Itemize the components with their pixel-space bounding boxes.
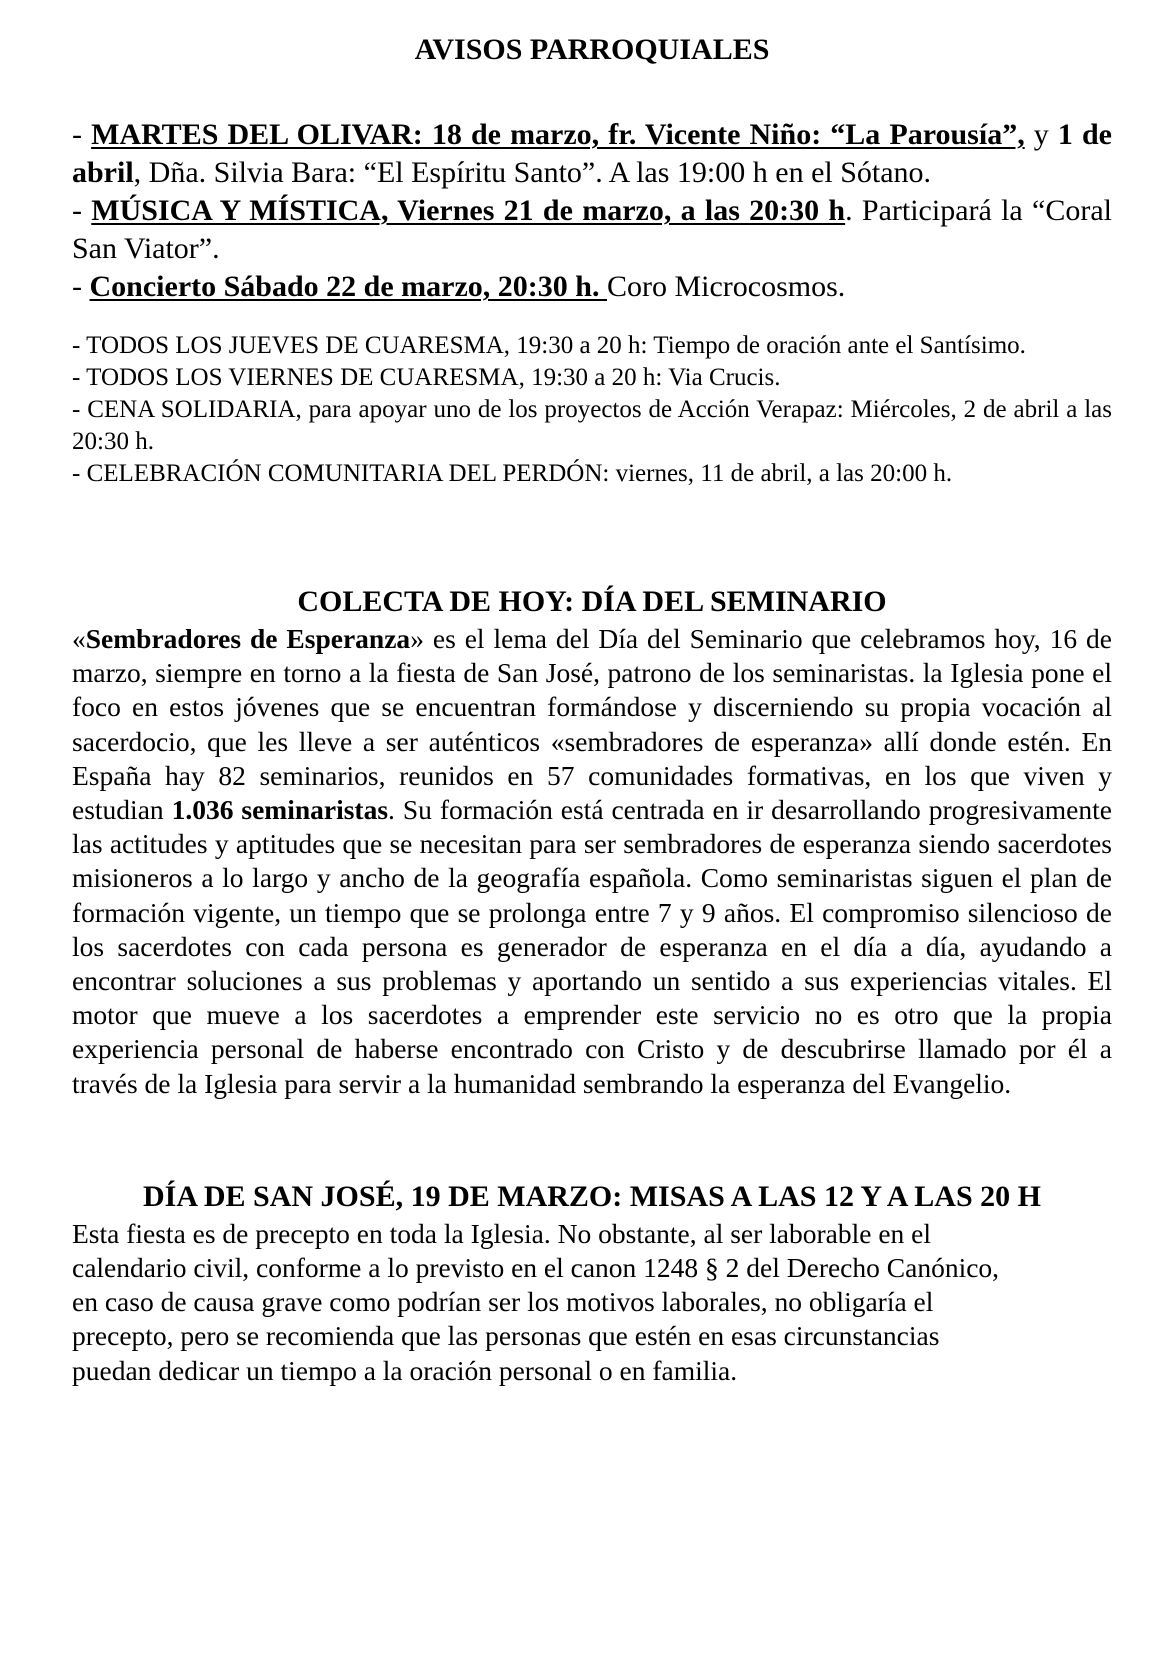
- paragraph-line: Esta fiesta es de precepto en toda la Iglesia. No obstante, al ser laborable en el: [72, 1217, 932, 1249]
- paragraph-line: precepto, pero se recomienda que las personas que estén en esas circunstancias: [72, 1320, 940, 1352]
- seminario-motto: Sembradores de Esperanza: [85, 623, 411, 654]
- seminario-paragraph: «Sembradores de Esperanza» es el lema del Día del Seminario que celebramos hoy, 16 de marzo, siempre en torno a la fiesta de San José, patrono de los seminaristas. la Iglesia pone el foco en estos jóvenes que se encuentran formándose y discerniendo su propia vocación al sacerdocio, que les lleve a ser auténticos «sembradores de esperanza» allí donde estén. En España hay 82 seminarios, reunidos en 57 comunidades formativas, en los que viven y estudian 1.036 seminaristas. Su formación está centrada en ir desarrollando progresivamente las actitudes y aptitudes que se necesitan para ser sembradores de esperanza siendo sacerdotes misioneros a lo largo y ancho de la geografía española. Como seminaristas siguen el plan de formación vigente, un tiempo que se prolonga entre 7 y 9 años. El compromiso silencioso de los sacerdotes con cada persona es generador de esperanza en el día a día, ayudando a encontrar soluciones a sus problemas y aportando un sentido a sus experiencias vitales. El motor que mueve a los sacerdotes a emprender este servicio no es otro que la propia experiencia personal de haberse encontrado con Cristo y de descubrirse llamado por él a través de la Iglesia para servir a la humanidad sembrando la esperanza del Evangelio.: [72, 623, 1112, 1099]
- san-jose-heading: DÍA DE SAN JOSÉ, 19 DE MARZO: MISAS A LAS 12 Y A LAS 20 H: [143, 1179, 1041, 1213]
- seminarians-count: 1.036 seminaristas: [171, 794, 389, 826]
- announcement-concierto: - Concierto Sábado 22 de marzo, 20:30 h. Coro Microcosmos.: [72, 270, 846, 303]
- april-date: 1 de abril: [72, 118, 1112, 189]
- list-item: - TODOS LOS JUEVES DE CUARESMA, 19:30 a 20 h: Tiempo de oración ante el Santísimo.: [72, 332, 1026, 359]
- list-item: - CENA SOLIDARIA, para apoyar uno de los proyectos de Acción Verapaz: Miércoles, 2 de abril a las 20:30 h.: [72, 396, 1112, 455]
- announcement-musica-mistica: - MÚSICA Y MÍSTICA, Viernes 21 de marzo, a las 20:30 h. Participará la “Coral San Viator”.: [72, 194, 1112, 265]
- martes-olivar-title: MARTES DEL OLIVAR: 18 de marzo, fr. Vicente Niño: “La Parousía”,: [91, 118, 1025, 151]
- list-item: - CELEBRACIÓN COMUNITARIA DEL PERDÓN: viernes, 11 de abril, a las 20:00 h.: [72, 460, 953, 487]
- musica-mistica-title: MÚSICA Y MÍSTICA, Viernes 21 de marzo, a las 20:30 h: [91, 194, 846, 227]
- seminario-heading: COLECTA DE HOY: DÍA DEL SEMINARIO: [297, 585, 887, 618]
- paragraph-line: puedan dedicar un tiempo a la oración personal o en familia.: [72, 1354, 738, 1386]
- san-jose-section: [72, 1177, 1112, 1388]
- seminario-section: [72, 582, 1112, 1101]
- lent-schedule: [72, 330, 1112, 490]
- concierto-title: Concierto Sábado 22 de marzo, 20:30 h.: [89, 270, 607, 303]
- paragraph-line: calendario civil, conforme a lo previsto en el canon 1248 § 2 del Derecho Canónico,: [72, 1252, 1000, 1284]
- san-jose-paragraph: [72, 1217, 1112, 1388]
- paragraph-line: en caso de causa grave como podrían ser los motivos laborales, no obligaría el: [72, 1286, 934, 1318]
- page-title: AVISOS PARROQUIALES: [414, 33, 770, 66]
- list-item: - TODOS LOS VIERNES DE CUARESMA, 19:30 a 20 h: Via Crucis.: [72, 364, 781, 391]
- announcement-martes-olivar: - MARTES DEL OLIVAR: 18 de marzo, fr. Vicente Niño: “La Parousía”, y 1 de abril, Dña. Silvia Bara: “El Espíritu Santo”. A las 19:00 h en el Sótano.: [72, 118, 1112, 189]
- main-announcements: [72, 116, 1112, 306]
- bulletin-page: [72, 28, 1112, 1388]
